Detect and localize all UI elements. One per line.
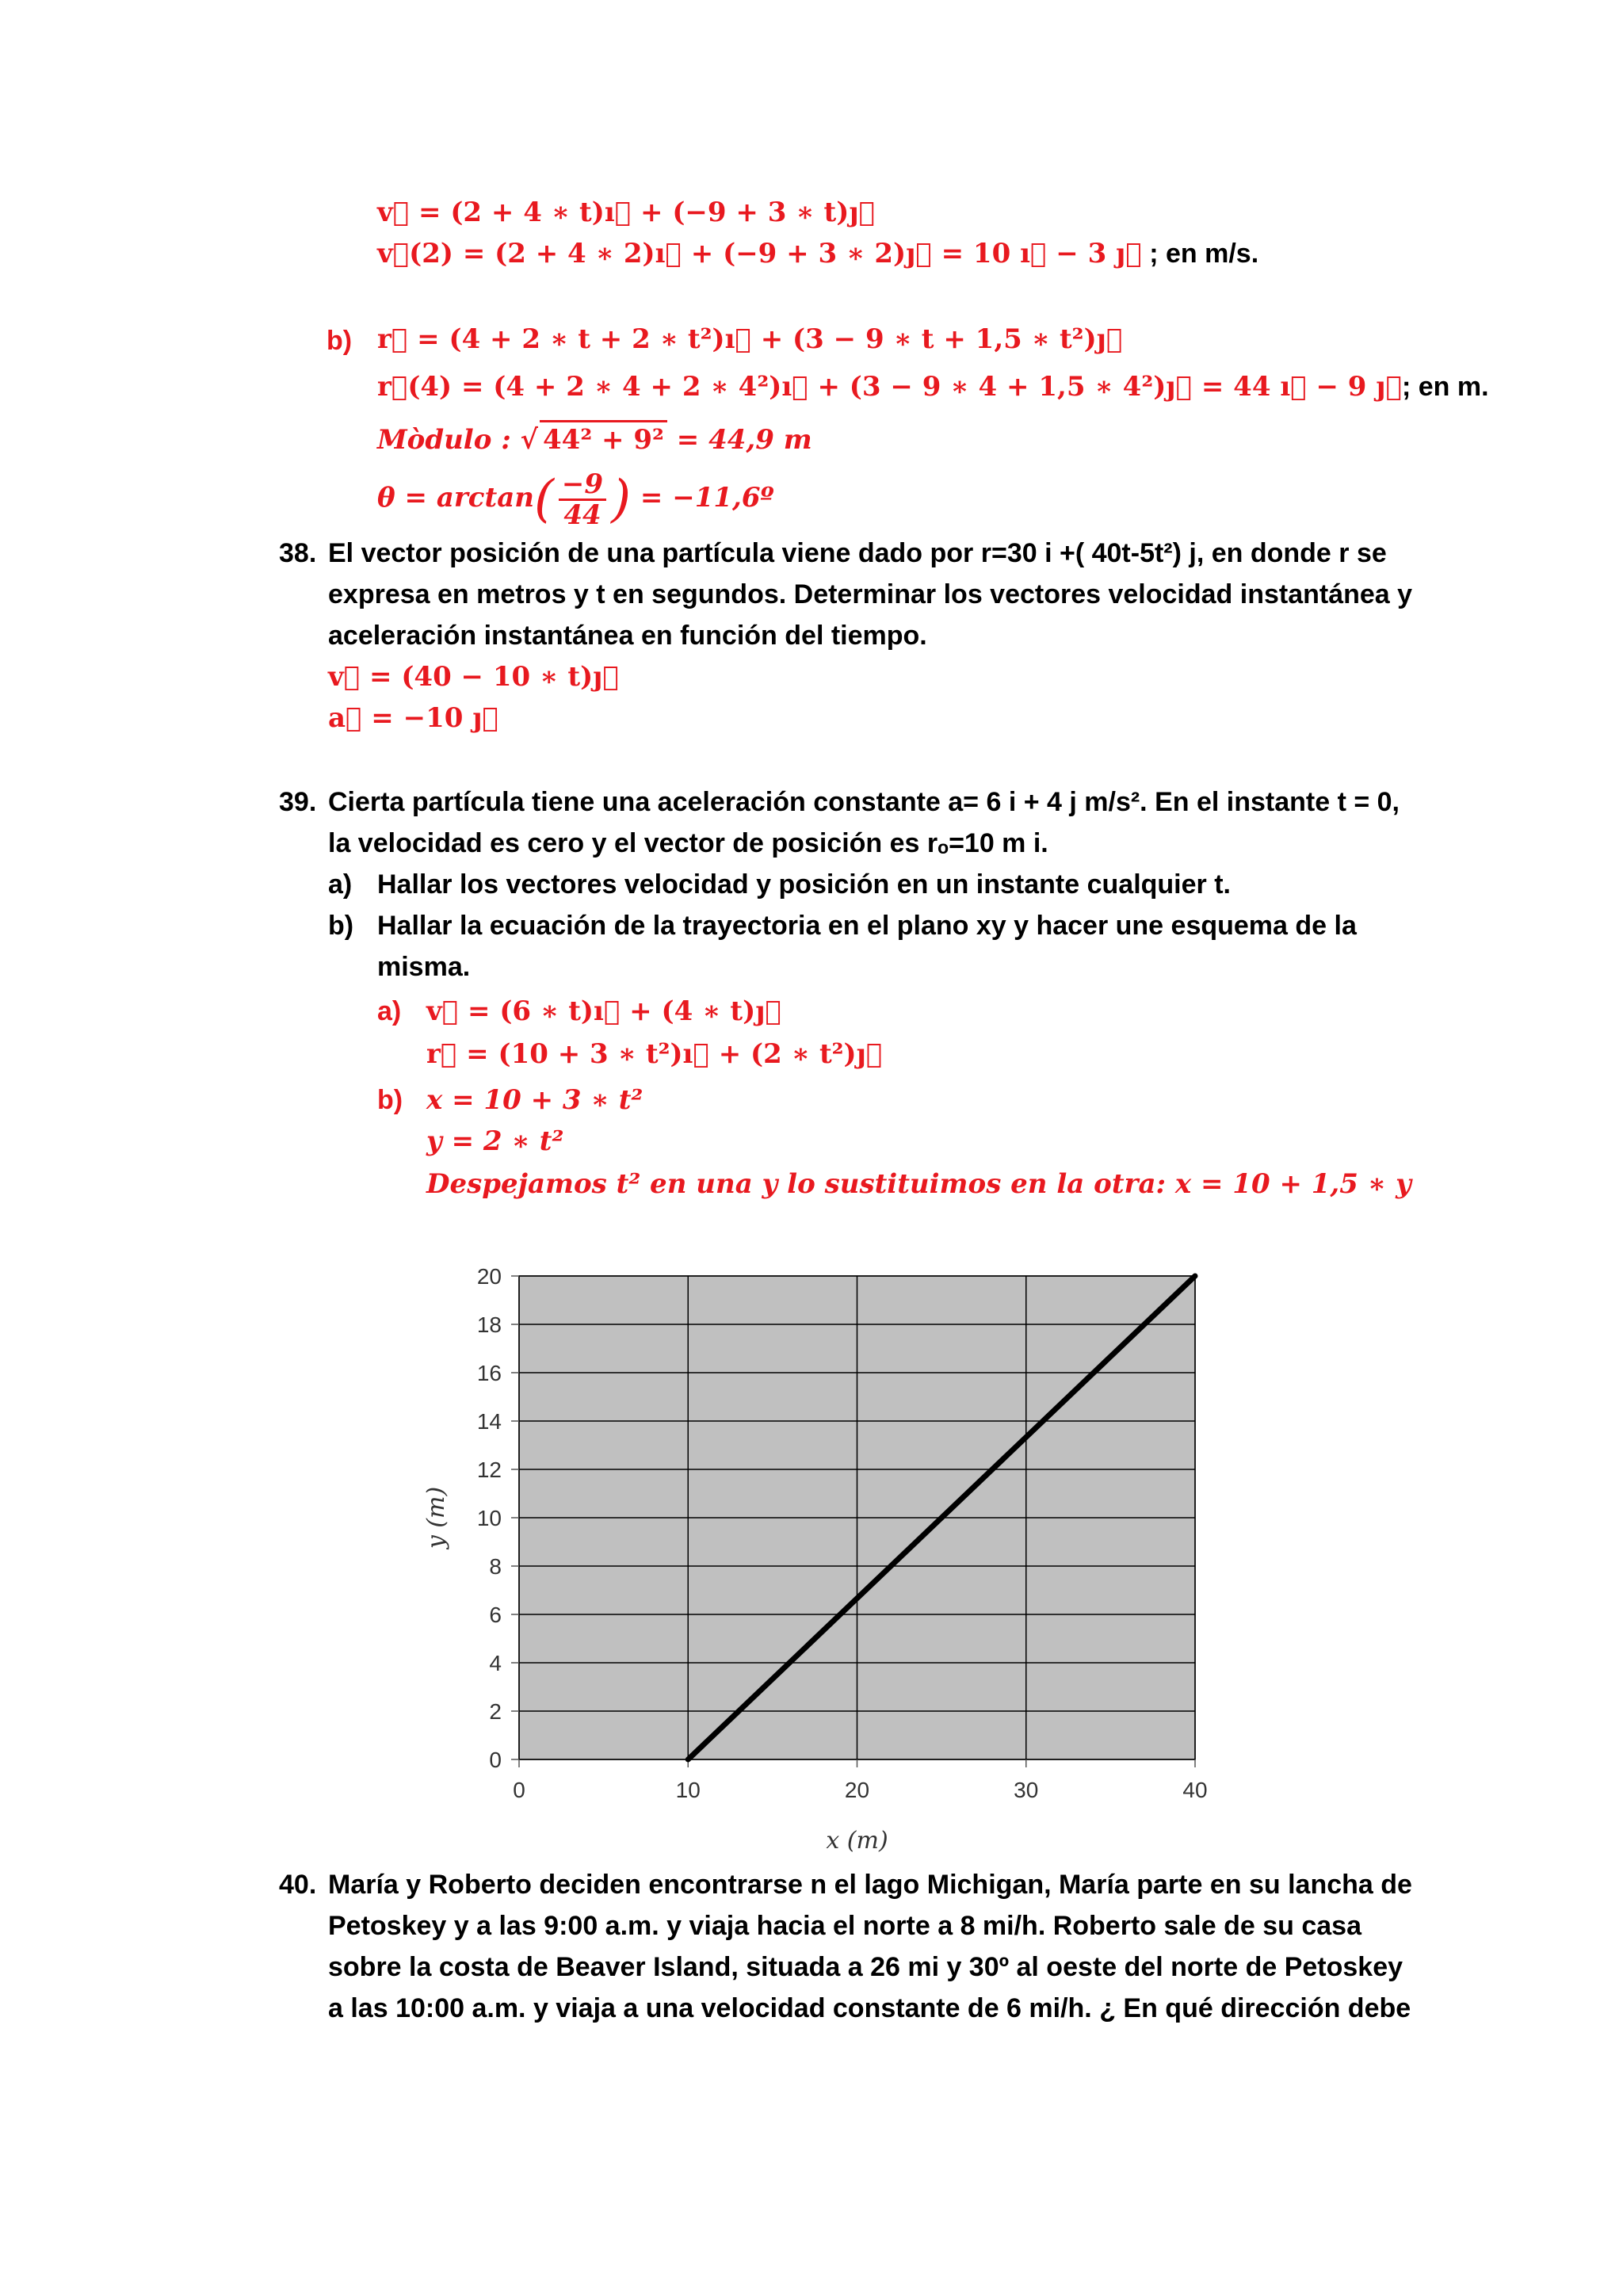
velocity-equation: v⃗ = (2 + 4 ∗ t)ı⃗ + (−9 + 3 ∗ t)ȷ⃗: [377, 197, 876, 228]
x-axis-title: x (m): [826, 1827, 888, 1855]
problem-39-b-text-2: misma.: [377, 952, 471, 982]
solution-39-trajectory: Despejamos t² en una y lo sustituimos en la otra: x = 10 + 1,5 ∗ y: [426, 1168, 1411, 1200]
position-at-4-line: [377, 369, 1489, 404]
problem-39-a-label: a): [328, 869, 353, 900]
problem-39-b-label: b): [328, 911, 354, 941]
y-tick-label: 2: [489, 1699, 502, 1724]
solution-39-a-label: a): [377, 996, 402, 1026]
x-tick-label: 20: [844, 1778, 870, 1802]
problem-40-line-4: a las 10:00 a.m. y viaja a una velocidad constante de 6 mi/h. ¿ En qué dirección debe: [328, 1993, 1411, 2023]
y-tick-label: 6: [489, 1603, 502, 1627]
y-tick-label: 8: [489, 1554, 502, 1579]
problem-40-number: 40.: [279, 1870, 317, 1900]
problem-40-line-3: sobre la costa de Beaver Island, situada a 26 mi y 30º al oeste del norte de Petoskey: [328, 1952, 1403, 1982]
x-tick-label: 10: [675, 1778, 701, 1802]
problem-38-line-2: expresa en metros y t en segundos. Determinar los vectores velocidad instantánea y: [328, 579, 1413, 609]
velocity-at-2-line: [377, 236, 1258, 271]
problem-39-line-1: Cierta partícula tiene una aceleración constante a= 6 i + 4 j m/s². En el instante t = 0,: [328, 787, 1400, 817]
position-at-4-equation: r⃗(4) = (4 + 2 ∗ 4 + 2 ∗ 4²)ı⃗ + (3 − 9 ∗ 4 + 1,5 ∗ 4²)ȷ⃗ = 44 ı⃗ − 9 ȷ⃗: [377, 371, 1402, 403]
problem-39-b-text-1: Hallar la ecuación de la trayectoria en el plano xy y hacer une esquema de la: [377, 911, 1357, 941]
y-tick-label: 4: [489, 1651, 502, 1675]
y-tick-label: 0: [489, 1748, 502, 1772]
solution-39-velocity: v⃗ = (6 ∗ t)ı⃗ + (4 ∗ t)ȷ⃗: [426, 995, 781, 1027]
problem-38-number: 38.: [279, 538, 317, 568]
problem-38-line-1: El vector posición de una partícula viene dado por r=30 i +( 40t-5t²) j, en donde r se: [328, 538, 1387, 568]
problem-38-velocity: v⃗ = (40 − 10 ∗ t)ȷ⃗: [328, 661, 619, 693]
sqrt-icon: √: [520, 424, 538, 456]
y-axis-title: y (m): [422, 1486, 450, 1549]
y-tick-label: 12: [476, 1457, 502, 1482]
y-tick-label: 10: [476, 1506, 502, 1530]
angle-denominator: 44: [563, 499, 601, 531]
angle-lhs: θ = arctan: [377, 482, 534, 514]
problem-39-number: 39.: [279, 787, 317, 817]
y-tick-label: 20: [476, 1264, 502, 1289]
x-tick-label: 40: [1182, 1778, 1208, 1802]
solution-39-y-equation: y = 2 ∗ t²: [426, 1125, 564, 1157]
modulus-line: [377, 420, 812, 457]
angle-result: = −11,6º: [640, 482, 774, 514]
solution-39-position: r⃗ = (10 + 3 ∗ t²)ı⃗ + (2 ∗ t²)ȷ⃗: [426, 1038, 883, 1070]
solution-39-x-equation: x = 10 + 3 ∗ t²: [426, 1084, 643, 1116]
position-unit: ; en m.: [1402, 372, 1489, 402]
problem-38-acceleration: a⃗ = −10 ȷ⃗: [328, 702, 498, 734]
trajectory-chart: [412, 1252, 1220, 1870]
y-tick-label: 16: [476, 1361, 502, 1385]
solution-39-b-label: b): [377, 1085, 403, 1115]
angle-line: θ = arctan( $\frac{-9}{44}$ ) = −11,6º: [377, 468, 774, 531]
velocity-unit: ; en m/s.: [1141, 239, 1259, 269]
y-tick-label: 14: [476, 1409, 502, 1434]
angle-fraction: [559, 470, 606, 529]
position-equation: r⃗ = (4 + 2 ∗ t + 2 ∗ t²)ı⃗ + (3 − 9 ∗ t + 1,5 ∗ t²)ȷ⃗: [377, 323, 1123, 355]
problem-39-line-2: la velocidad es cero y el vector de posición es rₒ=10 m i.: [328, 828, 1048, 858]
modulus-radicand: 44² + 9²: [540, 420, 667, 457]
y-tick-label: 18: [476, 1312, 502, 1337]
x-tick-label: 30: [1014, 1778, 1039, 1802]
part-b-label: b): [327, 326, 353, 356]
problem-40-line-1: María y Roberto deciden encontrarse n el lago Michigan, María parte en su lancha de: [328, 1870, 1412, 1900]
modulus-result: = 44,9 m: [676, 424, 812, 456]
problem-38-line-3: aceleración instantánea en función del tiempo.: [328, 621, 927, 651]
x-tick-label: 0: [513, 1778, 525, 1802]
angle-numerator: −9: [559, 470, 606, 501]
modulus-label: Mòdulo :: [377, 424, 511, 456]
problem-40-line-2: Petoskey y a las 9:00 a.m. y viaja hacia el norte a 8 mi/h. Roberto sale de su casa: [328, 1911, 1361, 1941]
velocity-at-2-equation: v⃗(2) = (2 + 4 ∗ 2)ı⃗ + (−9 + 3 ∗ 2)ȷ⃗ = 10 ı⃗ − 3 ȷ⃗: [377, 238, 1142, 269]
problem-39-a-text: Hallar los vectores velocidad y posición en un instante cualquier t.: [377, 869, 1231, 900]
